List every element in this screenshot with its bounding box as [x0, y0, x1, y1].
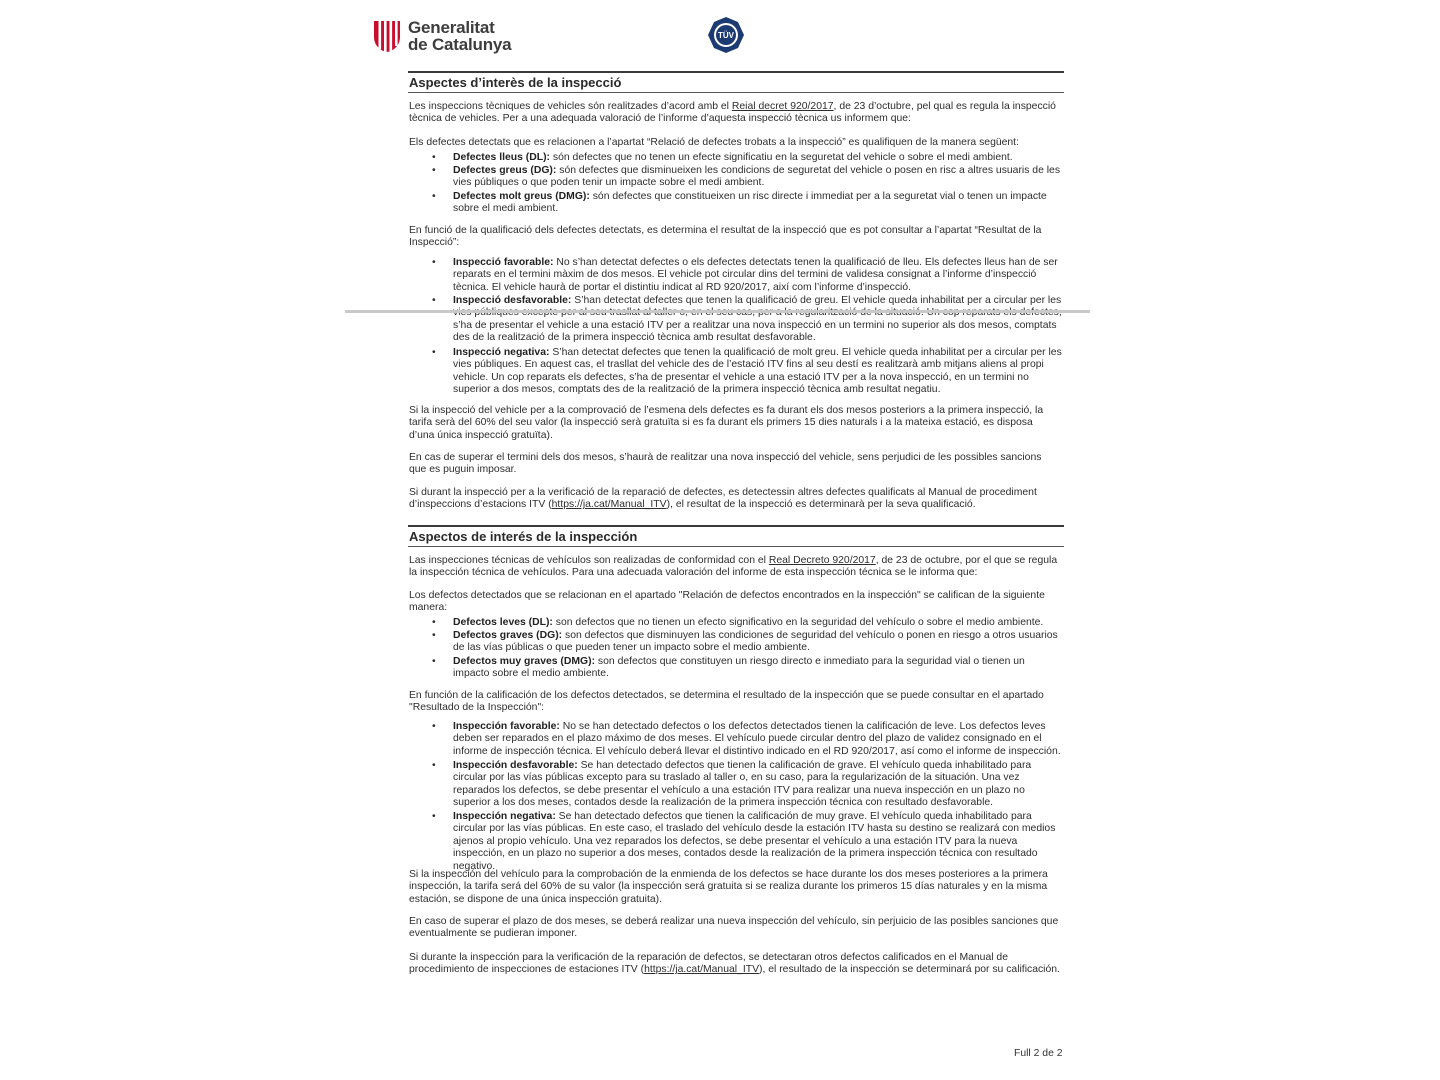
- bullet-icon: •: [432, 152, 436, 163]
- decree-link-ca[interactable]: Reial decret 920/2017: [731, 101, 834, 112]
- bullet-icon: •: [432, 617, 436, 628]
- section-rule-top: [408, 525, 1064, 527]
- defect-item-ca: [432, 165, 1062, 190]
- tuv-text: TÜV: [718, 31, 734, 40]
- result-intro-es: En función de la calificación de los defectos detectados, se determina el resultado de la inspección que se puede consultar en el apartado "Resultado de la Inspección":: [409, 690, 1044, 714]
- defect-text: són defectes que disminueixen les condicions de seguretat del vehicle o posen en risc a altres usuaris de les vies públiques o que poden tenir un impacte sobre el medi ambient.: [453, 165, 1061, 189]
- page-number: Full 2 de 2: [1014, 1048, 1063, 1059]
- defect-item-ca: [432, 191, 1062, 216]
- defect-term: Defectos muy graves (DMG):: [453, 656, 596, 667]
- deadline-paragraph-ca: En cas de superar el termini dels dos mesos, s’haurà de realitzar una nova inspecció del vehicle, sens perjudici de les possibles sancions que es puguin imposar.: [409, 452, 1042, 476]
- defect-text: són defectes que no tenen un efecte significatiu en la seguretat del vehicle o sobre el medi ambient.: [550, 152, 1013, 163]
- fee-paragraph-es: Si la inspección del vehículo para la comprobación de la enmienda de los defectos se hace durante los dos meses posteriores a la primera inspección, la tarifa será del 60% de su valor (la inspección será gratuita si se realiza durante los primeros 15 días naturales y en la misma estación, se dispone de una única inspección gratuita).: [409, 869, 1048, 905]
- result-text: Se han detectado defectos que tienen la calificación de muy grave. El vehículo queda inhabilitado para circular por las vías públicas. En este caso, el traslado del vehículo desde la estación ITV hasta su destino se realizará con medios ajenos al propio vehículo. Una vez reparados los defectos, se debe presentar el vehículo a una estación ITV para la nueva inspección, en un plazo no superior a dos meses, contados desde la realización de la primera inspección técnica con resultado negativo.: [453, 811, 1056, 872]
- section-rule-bottom: [408, 546, 1064, 547]
- manual-paragraph-es: [409, 952, 1061, 977]
- manual-text: Si durant la inspecció per a la verificació de la reparació de defectes, es detectessin altres defectes qualificats al Manual de procediment d’inspeccions d’estacions ITV (: [409, 487, 1037, 511]
- manual-link-es[interactable]: https://ja.cat/Manual_ITV: [644, 964, 760, 976]
- bullet-icon: •: [432, 721, 436, 732]
- defect-item-es: [432, 630, 1062, 655]
- defect-term: Defectos graves (DG):: [453, 630, 563, 641]
- defect-item-es: [432, 656, 1062, 681]
- result-item-es: [432, 721, 1062, 758]
- bullet-icon: •: [432, 165, 436, 176]
- manual-text: Si durante la inspección para la verificación de la reparación de defectos, se detectaran otros defectos calificados en el Manual de procedimiento de inspecciones de estaciones ITV (: [409, 952, 1008, 976]
- defect-item-ca: [432, 152, 1062, 164]
- section-title-es: Aspectos de interés de la inspección: [409, 529, 638, 544]
- result-item-ca: [432, 295, 1062, 345]
- intro-text: Las inspecciones técnicas de vehículos son realizadas de conformidad con el: [409, 555, 769, 566]
- intro-text-tail: , de 23 d’octubre, pel qual es regula la inspecció tècnica de vehicles. Per a una adequada valoració de l’informe d’aquesta inspecció tècnica us informem que:: [409, 101, 1056, 125]
- defect-term: Defectes molt greus (DMG):: [453, 191, 590, 202]
- intro-text: Les inspeccions tècniques de vehicles són realitzades d’acord amb el: [409, 101, 732, 112]
- bullet-icon: •: [432, 630, 436, 641]
- bullet-icon: •: [432, 347, 436, 358]
- fee-paragraph-ca: Si la inspecció del vehicle per a la comprovació de l’esmena dels defectes es fa durant els dos mesos posteriors a la primera inspecció, la tarifa serà del 60% del seu valor (la inspecció serà gratuïta si es fa durant els primers 15 dies naturals i a la mateixa estació, es disposa d’una única inspecció gratuïta).: [409, 405, 1044, 441]
- result-term: Inspecció negativa:: [453, 347, 550, 358]
- result-text: No s’han detectat defectes o els defectes detectats tenen la qualificació de lleu. Els defectes lleus han de ser reparats en el termini màxim de dos mesos. El vehicle pot circular dins del termini de validesa consignat a l’informe d’inspecció tècnica. El vehicle haurà de portar el distintiu indicat al RD 920/2017, així com l’informe d’inspecció.: [453, 257, 1058, 293]
- result-term: Inspecció favorable:: [453, 257, 554, 268]
- defect-term: Defectes greus (DG):: [453, 165, 557, 176]
- section-rule-top: [408, 71, 1064, 73]
- defect-term: Defectes lleus (DL):: [453, 152, 551, 163]
- generalitat-wordmark: [408, 19, 511, 53]
- defect-text: son defectos que constituyen un riesgo directo e inmediato para la seguridad vial o tienen un impacto sobre el medio ambiente.: [453, 656, 1025, 680]
- result-text: Se han detectado defectos que tienen la calificación de grave. El vehículo queda inhabilitado para circular por las vías públicas excepto para su traslado al taller o, en su caso, para la regularización de la situación. Una vez reparados los defectos, se debe presentar el vehículo a una estación ITV para realizar una nueva inspección en un plazo no superior a los dos meses, contados desde la realización de la primera inspección técnica con resultado desfavorable.: [453, 760, 1032, 809]
- defect-item-es: [432, 617, 1062, 629]
- result-text: No se han detectado defectos o los defectos detectados tienen la calificación de leve. Los defectos leves deben ser reparados en el plazo máximo de dos meses. El vehículo puede circular dentro del plazo de validez consignado en el informe de inspección técnica. El vehículo deberá llevar el distintivo indicado en el RD 920/2017, así como el informe de inspección.: [453, 721, 1061, 757]
- bullet-icon: •: [432, 760, 436, 771]
- decree-link-es[interactable]: Real Decreto 920/2017: [768, 555, 876, 566]
- section-rule-bottom: [408, 92, 1064, 93]
- tuv-seal-icon: [707, 16, 745, 54]
- defects-intro-es: Los defectos detectados que se relacionan en el apartado "Relación de defectos encontrados en la inspección" se califican de la siguiente manera:: [409, 590, 1045, 614]
- bullet-icon: •: [432, 295, 436, 306]
- deadline-paragraph-es: En caso de superar el plazo de dos meses, se deberá realizar una nueva inspección del vehículo, sin perjuicio de las posibles sanciones que eventualmente se pudieran imponer.: [409, 916, 1059, 940]
- logo-line-2: de Catalunya: [408, 35, 512, 54]
- result-term: Inspecció desfavorable:: [453, 295, 572, 306]
- manual-text-tail: ), el resultat de la inspecció es determinarà per la seva qualificació.: [666, 499, 976, 511]
- tuv-certification-logo: [707, 16, 745, 54]
- result-text: S’han detectat defectes que tenen la qualificació de molt greu. El vehicle queda inhabilitat per a circular per les vies públiques. En aquest cas, el trasllat del vehicle des de l’estació ITV fins al seu destí es realitzarà amb mitjans aliens al propi vehicle. Un cop reparats els defectes, s’ha de presentar el vehicle a una estació ITV per a la nova inspecció, en un termini no superior a dos mesos, comptats des de la realització de la primera inspecció tècnica amb resultat negatiu.: [453, 347, 1062, 396]
- defect-term: Defectos leves (DL):: [453, 617, 553, 628]
- result-item-ca: [432, 347, 1062, 397]
- generalitat-logo: [372, 16, 511, 56]
- manual-link-ca[interactable]: https://ja.cat/Manual_ITV: [551, 499, 667, 511]
- defect-text: son defectos que no tienen un efecto significativo en la seguridad del vehículo o sobre el medio ambiente.: [552, 617, 1044, 628]
- defect-text: són defectes que constitueixen un risc directe i immediat per a la seguretat vial o tenen un impacte sobre el medi ambient.: [453, 191, 1047, 215]
- manual-text-tail: ), el resultado de la inspección se determinará por su calificación.: [759, 964, 1060, 976]
- result-item-es: [432, 760, 1062, 810]
- logo-line-1: Generalitat: [408, 18, 495, 37]
- section-title-ca: Aspectes d’interès de la inspecció: [409, 75, 622, 90]
- defect-text: son defectos que disminuyen las condiciones de seguridad del vehículo o ponen en riesgo a otros usuarios de las vías públicas o que pueden tener un impacto sobre el medio ambiente.: [453, 630, 1058, 654]
- intro-paragraph-es: [409, 555, 1061, 580]
- result-term: Inspección negativa:: [453, 811, 556, 822]
- result-item-ca: [432, 257, 1062, 294]
- result-term: Inspección desfavorable:: [453, 760, 578, 771]
- result-item-es: [432, 811, 1062, 873]
- bullet-icon: •: [432, 257, 436, 268]
- result-intro-ca: En funció de la qualificació dels defectes detectats, es determina el resultat de la inspecció que es pot consultar a l’apartat “Resultat de la Inspecció”:: [409, 225, 1042, 249]
- bullet-icon: •: [432, 191, 436, 202]
- result-term: Inspección favorable:: [453, 721, 560, 732]
- result-text: S’han detectat defectes que tenen la qualificació de greu. El vehicle queda inhabilitat per a circular per les s’ha de presentar el vehicle a una estació ITV per a realitzar una nova inspecció en un termini no superior als dos mesos, comptats des de la realització de la primera inspecció tècnica amb resultat desfavorable.: [453, 295, 1062, 344]
- intro-text-tail: , de 23 de octubre, por el que se regula la inspección técnica de vehículos. Para una adecuada valoración del informe de esta inspección técnica se le informa que:: [409, 555, 1058, 579]
- bullet-icon: •: [432, 811, 436, 822]
- generalitat-emblem-icon: [372, 19, 402, 53]
- scan-artifact-line: [345, 310, 1090, 313]
- defects-intro-ca: Els defectes detectats que es relacionen a l’apartat “Relació de defectes trobats a la inspecció” es qualifiquen de la manera següent:: [409, 137, 1019, 148]
- bullet-icon: •: [432, 656, 436, 667]
- intro-paragraph-ca: [409, 101, 1061, 126]
- manual-paragraph-ca: [409, 487, 1061, 512]
